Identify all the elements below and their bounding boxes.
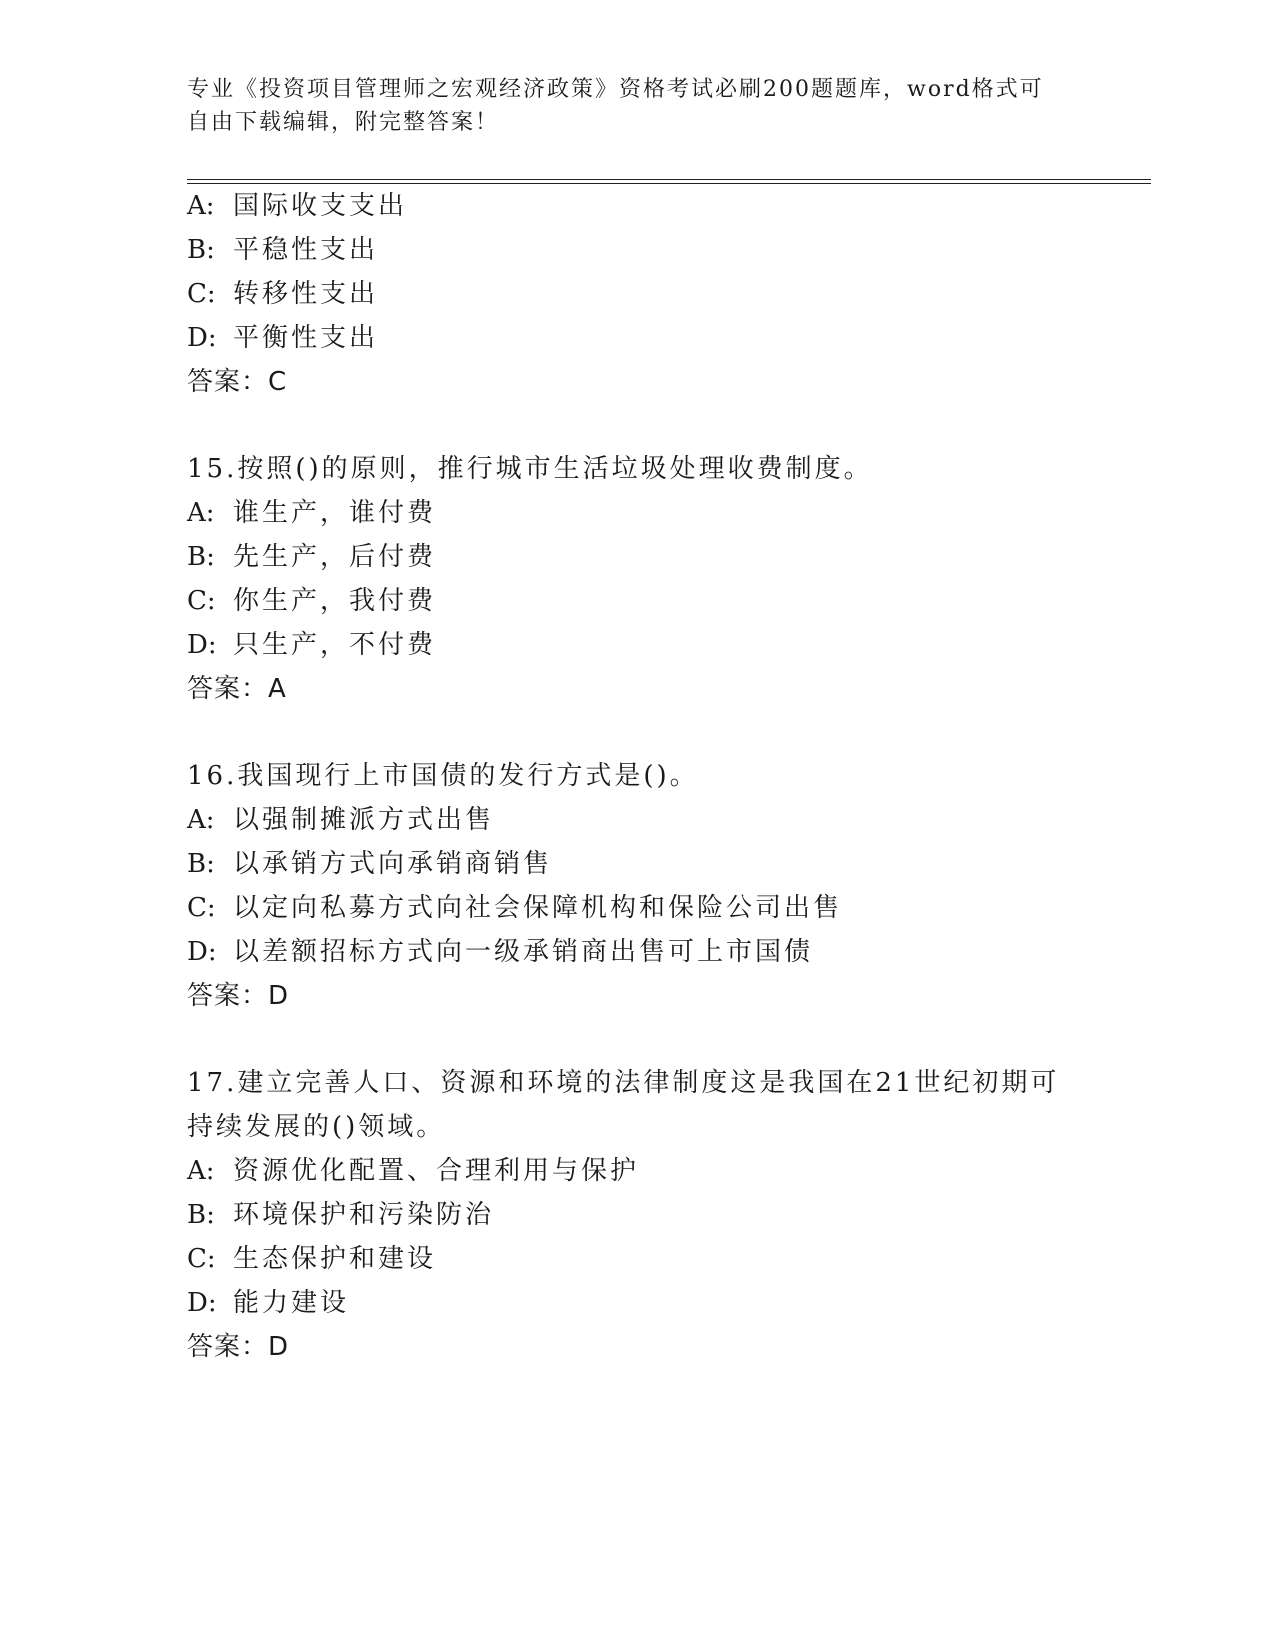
option-text: 你生产，我付费 bbox=[233, 586, 437, 616]
header-divider-top bbox=[187, 179, 1151, 180]
q14-option-a bbox=[187, 190, 407, 222]
q17-option-c bbox=[187, 1243, 436, 1275]
option-text: 先生产，后付费 bbox=[233, 542, 437, 572]
q16-question: 16.我国现行上市国债的发行方式是()。 bbox=[187, 761, 699, 791]
q16-answer: 答案：D bbox=[187, 981, 290, 1011]
q17-option-b bbox=[187, 1199, 494, 1231]
q17-answer: 答案：D bbox=[187, 1332, 290, 1362]
q16-option-d bbox=[187, 936, 813, 968]
header-divider-bottom bbox=[187, 183, 1151, 184]
option-text: 以强制摊派方式出售 bbox=[233, 805, 495, 835]
option-text: 国际收支支出 bbox=[233, 191, 408, 221]
option-text: 生态保护和建设 bbox=[233, 1244, 437, 1274]
header-line-1: 专业《投资项目管理师之宏观经济政策》资格考试必刷200题题库，word格式可 bbox=[187, 77, 1044, 102]
q15-option-d bbox=[187, 629, 436, 661]
q15-option-c bbox=[187, 585, 436, 617]
header-line-2: 自由下载编辑，附完整答案！ bbox=[187, 110, 500, 135]
option-letter: B: bbox=[187, 542, 215, 572]
q17-question-line-2: 持续发展的()领域。 bbox=[187, 1112, 446, 1142]
q17-question-line-1: 17.建立完善人口、资源和环境的法律制度这是我国在21世纪初期可 bbox=[187, 1068, 1060, 1098]
q16-option-b bbox=[187, 848, 552, 880]
q14-answer: 答案：C bbox=[187, 367, 288, 397]
option-text: 以定向私募方式向社会保障机构和保险公司出售 bbox=[233, 893, 843, 923]
q15-option-b bbox=[187, 541, 436, 573]
option-letter: D: bbox=[187, 323, 217, 353]
option-letter: C: bbox=[187, 586, 216, 616]
option-letter: A: bbox=[187, 191, 215, 221]
option-letter: A: bbox=[187, 1156, 215, 1186]
option-text: 转移性支出 bbox=[233, 279, 379, 309]
option-text: 平衡性支出 bbox=[233, 323, 379, 353]
document-header bbox=[187, 73, 1067, 139]
option-letter: C: bbox=[187, 893, 216, 923]
option-letter: D: bbox=[187, 630, 217, 660]
q15-answer: 答案：A bbox=[187, 674, 287, 704]
option-letter: D: bbox=[187, 937, 217, 967]
option-text: 谁生产，谁付费 bbox=[233, 498, 437, 528]
option-text: 以差额招标方式向一级承销商出售可上市国债 bbox=[233, 937, 814, 967]
q15-question: 15.按照()的原则，推行城市生活垃圾处理收费制度。 bbox=[187, 454, 873, 484]
option-letter: C: bbox=[187, 1244, 216, 1274]
option-letter: D: bbox=[187, 1288, 217, 1318]
option-text: 资源优化配置、合理利用与保护 bbox=[233, 1156, 640, 1186]
q16-option-c bbox=[187, 892, 842, 924]
q17-option-a bbox=[187, 1155, 639, 1187]
option-letter: B: bbox=[187, 849, 215, 879]
option-letter: C: bbox=[187, 279, 216, 309]
q16-option-a bbox=[187, 804, 494, 836]
option-text: 以承销方式向承销商销售 bbox=[233, 849, 553, 879]
q15-option-a bbox=[187, 497, 436, 529]
option-letter: A: bbox=[187, 498, 215, 528]
option-text: 环境保护和污染防治 bbox=[233, 1200, 495, 1230]
option-letter: A: bbox=[187, 805, 215, 835]
q14-option-b bbox=[187, 234, 378, 266]
option-text: 能力建设 bbox=[233, 1288, 350, 1318]
option-letter: B: bbox=[187, 1200, 215, 1230]
option-text: 只生产，不付费 bbox=[233, 630, 437, 660]
option-letter: B: bbox=[187, 235, 215, 265]
q14-option-c bbox=[187, 278, 378, 310]
q17-option-d bbox=[187, 1287, 349, 1319]
q14-option-d bbox=[187, 322, 378, 354]
option-text: 平稳性支出 bbox=[233, 235, 379, 265]
